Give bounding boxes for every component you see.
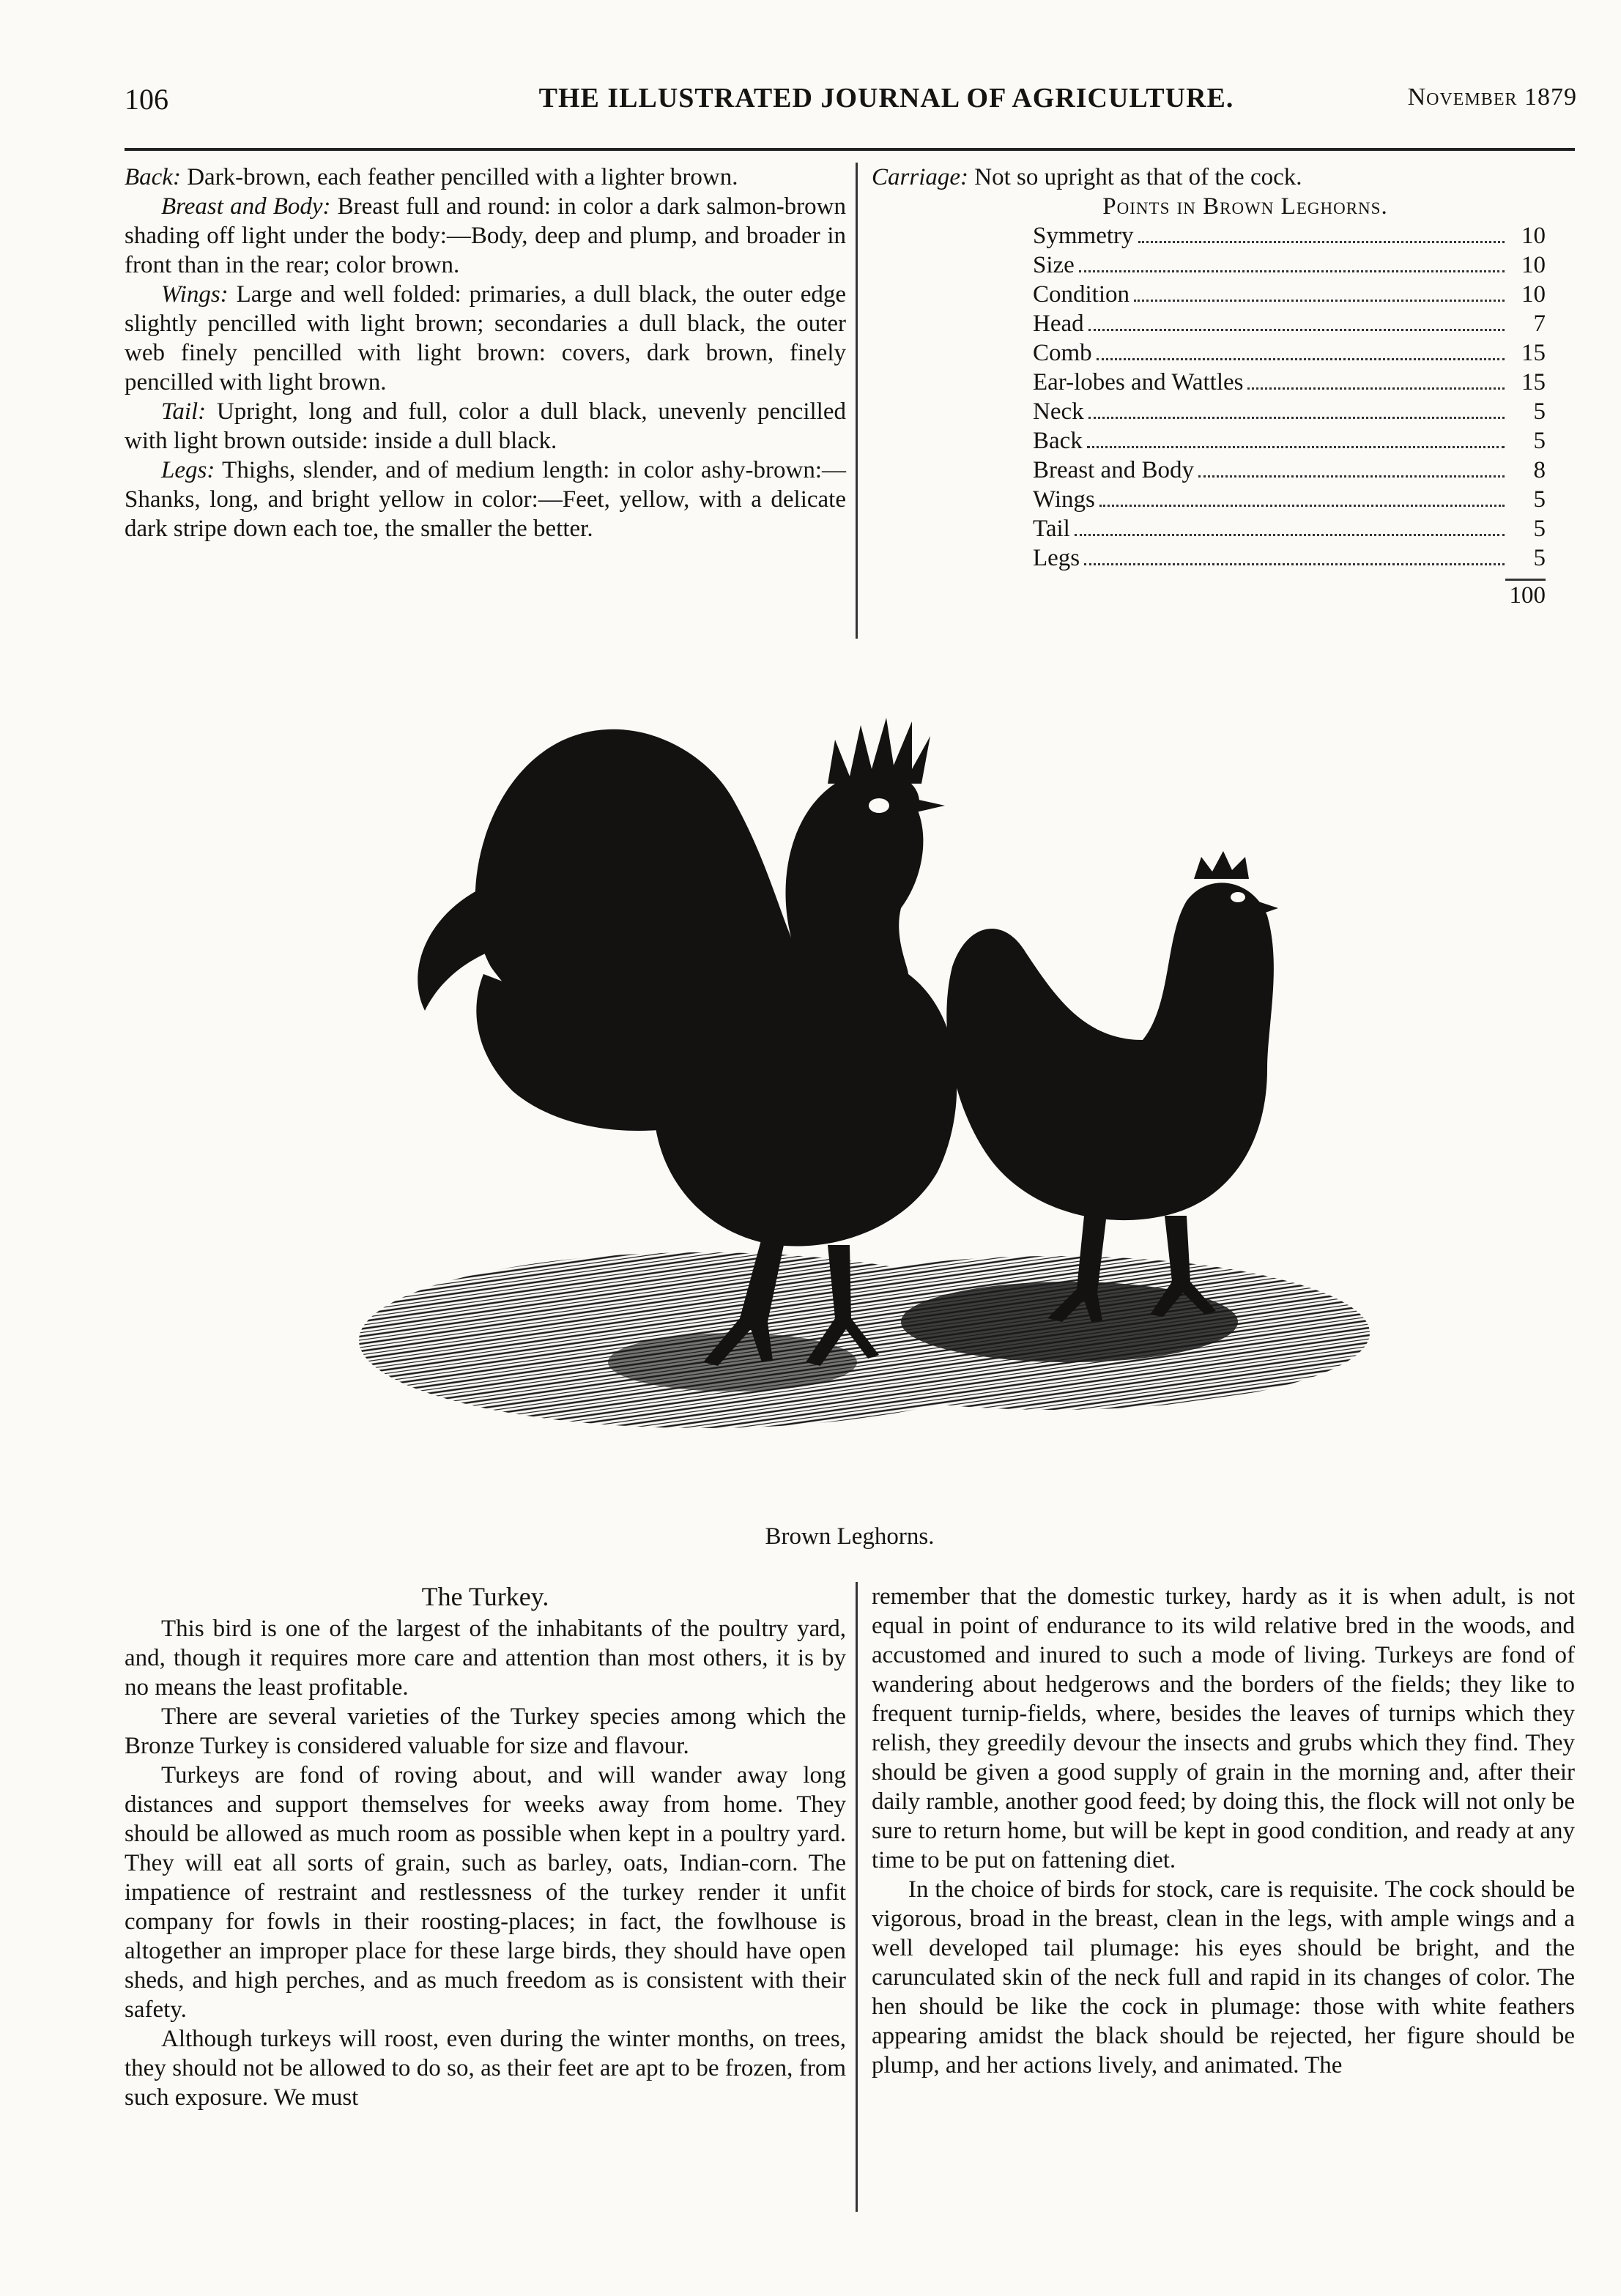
journal-title: THE ILLUSTRATED JOURNAL OF AGRICULTURE. [538,83,1234,114]
description-text: Thighs, slender, and of medium length: in color ashy-brown:—Shanks, long, and bright yellow in color:—Feet, yellow, with a delicate dark stripe down each toe, the smaller the better. [125,457,846,542]
turkey-article-left [125,1582,846,2112]
points-row-leader [1084,563,1505,565]
description-label: Breast and Body: [161,193,331,220]
description-text: Not so upright as that of the cock. [968,164,1302,190]
points-row-name: Breast and Body [1033,457,1194,483]
points-row-leader [1134,300,1505,302]
points-row-name: Condition [1033,281,1130,308]
header-rule [125,148,1575,151]
article-title: The Turkey. [421,1582,549,1611]
description-label: Carriage: [872,164,968,190]
points-row [1033,221,1546,250]
article-paragraph: Turkeys are fond of roving about, and will wander away long distances and support themselves for weeks away from home. They should be allowed as much room as possible when kept in a poultry yard. They will eat all sorts of grain, such as barley, oats, Indian-corn. The impatience of restraint and restlessness of the turkey render it unfit company for fowls in their roosting-places; in fact, the fowlhouse is altogether an improper place for these large birds, they should have open sheds, and high perches, and as much freedom as is consistent with their safety. [125,1762,846,2023]
page-number: 106 [125,83,168,116]
illustration-caption: Brown Leghorns. [765,1523,935,1550]
description-label: Legs: [161,457,215,483]
article-paragraph: remember that the domestic turkey, hardy as it is when adult, is not equal in point of endurance to its wild relative bred in the woods, and accustomed and inured to such a mode of living. Turkeys are fond of wandering about hedgerows and the borders of the fields; they like to frequent turnip-fields, where, besides the leaves of turnips which they relish, they greedily devour the insects and grubs which they find. They should be given a good supply of grain in the morning and, after their daily ramble, another good feed; by doing this, the flock will not only be sure to return home, but will be kept in good condition, and ready at any time to be put on fattening diet. [872,1583,1575,1873]
description-label: Back: [125,164,181,190]
description-text: Upright, long and full, color a dull black, unevenly pencilled with light brown outside: inside a dull black. [125,398,846,454]
article-paragraph: There are several varieties of the Turkey species among which the Bronze Turkey is considered valuable for size and flavour. [125,1704,846,1759]
points-row [1033,250,1546,280]
points-row-score: 10 [1521,281,1546,308]
points-row-name: Wings [1033,486,1095,513]
points-row [1033,397,1546,426]
points-table [872,221,1575,573]
description-text: Breast full and round: in color a dark salmon-brown shading off light under the body:—Body, deep and plump, and broader in front than in the rear; color brown. [125,193,847,278]
points-row-leader [1088,329,1505,331]
description-text: Large and well folded: primaries, a dull black, the outer edge slightly pencilled with light brown; secondaries a dull black, the outer web finely pencilled with light brown: covers, dark brown, finely pencilled with light brown. [125,281,846,395]
points-row-score: 15 [1521,369,1546,395]
points-row [1033,368,1546,397]
points-row [1033,514,1546,543]
points-row-leader [1079,270,1505,272]
description-label: Tail: [161,398,207,425]
points-row [1033,309,1546,338]
points-row-leader [1138,241,1505,243]
points-total: 100 [1509,582,1546,609]
description-tail [125,397,846,456]
points-row-score: 7 [1533,311,1546,337]
points-row [1033,543,1546,573]
issue-date: November 1879 [1407,83,1577,111]
points-row [1033,485,1546,514]
points-row-leader [1099,505,1505,507]
points-row-name: Symmetry [1033,223,1134,249]
points-row [1033,456,1546,485]
points-row-score: 5 [1533,486,1546,513]
breed-description-column [125,163,846,543]
points-row-name: Tail [1033,516,1070,542]
points-table-title: Points in Brown Leghorns. [1102,193,1388,220]
points-row-name: Back [1033,428,1083,454]
turkey-article-right [872,1582,1575,2080]
points-row-leader [1097,358,1505,360]
points-row-name: Neck [1033,398,1084,425]
points-row-score: 5 [1533,428,1546,454]
points-row-score: 10 [1521,223,1546,249]
points-row-name: Ear-lobes and Wattles [1033,369,1244,395]
points-row-score: 10 [1521,252,1546,278]
description-label: Wings: [161,281,229,308]
hen-figure [946,851,1278,1322]
points-row-score: 5 [1533,545,1546,571]
points-row-name: Comb [1033,340,1092,366]
points-row-name: Size [1033,252,1075,278]
description-legs [125,456,846,543]
points-column [872,163,1575,610]
points-row-name: Head [1033,311,1084,337]
description-breast-body [125,192,846,280]
brown-leghorns-illustration [322,659,1392,1516]
points-row-score: 15 [1521,340,1546,366]
points-row-score: 5 [1533,516,1546,542]
article-paragraph: Although turkeys will roost, even during the winter months, on trees, they should not be allowed to do so, as their feet are apt to be frozen, from such exposure. We must [125,2026,846,2111]
description-back [125,163,846,192]
points-row-leader [1075,534,1505,536]
points-row-score: 8 [1533,457,1546,483]
points-row-leader [1088,417,1505,419]
points-row-leader [1087,446,1505,448]
description-wings [125,280,846,397]
points-row-leader [1198,475,1505,478]
column-divider [856,163,858,639]
description-text: Dark-brown, each feather pencilled with a lighter brown. [180,164,738,190]
article-paragraph: This bird is one of the largest of the inhabitants of the poultry yard, and, though it requires more care and attention than most others, it is by no means the least profitable. [125,1616,846,1701]
description-carriage [872,163,1575,192]
article-paragraph: In the choice of birds for stock, care is requisite. The cock should be vigorous, broad in the breast, clean in the legs, with ample wings and a well developed tail plumage: his eyes should be bright, and the carunculated skin of the neck full and rapid in its changes of color. The hen should be like the cock in plumage: those with white feathers appearing amidst the black should be rejected, her figure should be plump, and her actions lively, and animated. The [872,1876,1575,2078]
points-row [1033,280,1546,309]
points-row-name: Legs [1033,545,1080,571]
points-row-leader [1247,387,1505,390]
column-divider [856,1582,858,2212]
points-row [1033,338,1546,368]
points-row-score: 5 [1533,398,1546,425]
points-row [1033,426,1546,456]
